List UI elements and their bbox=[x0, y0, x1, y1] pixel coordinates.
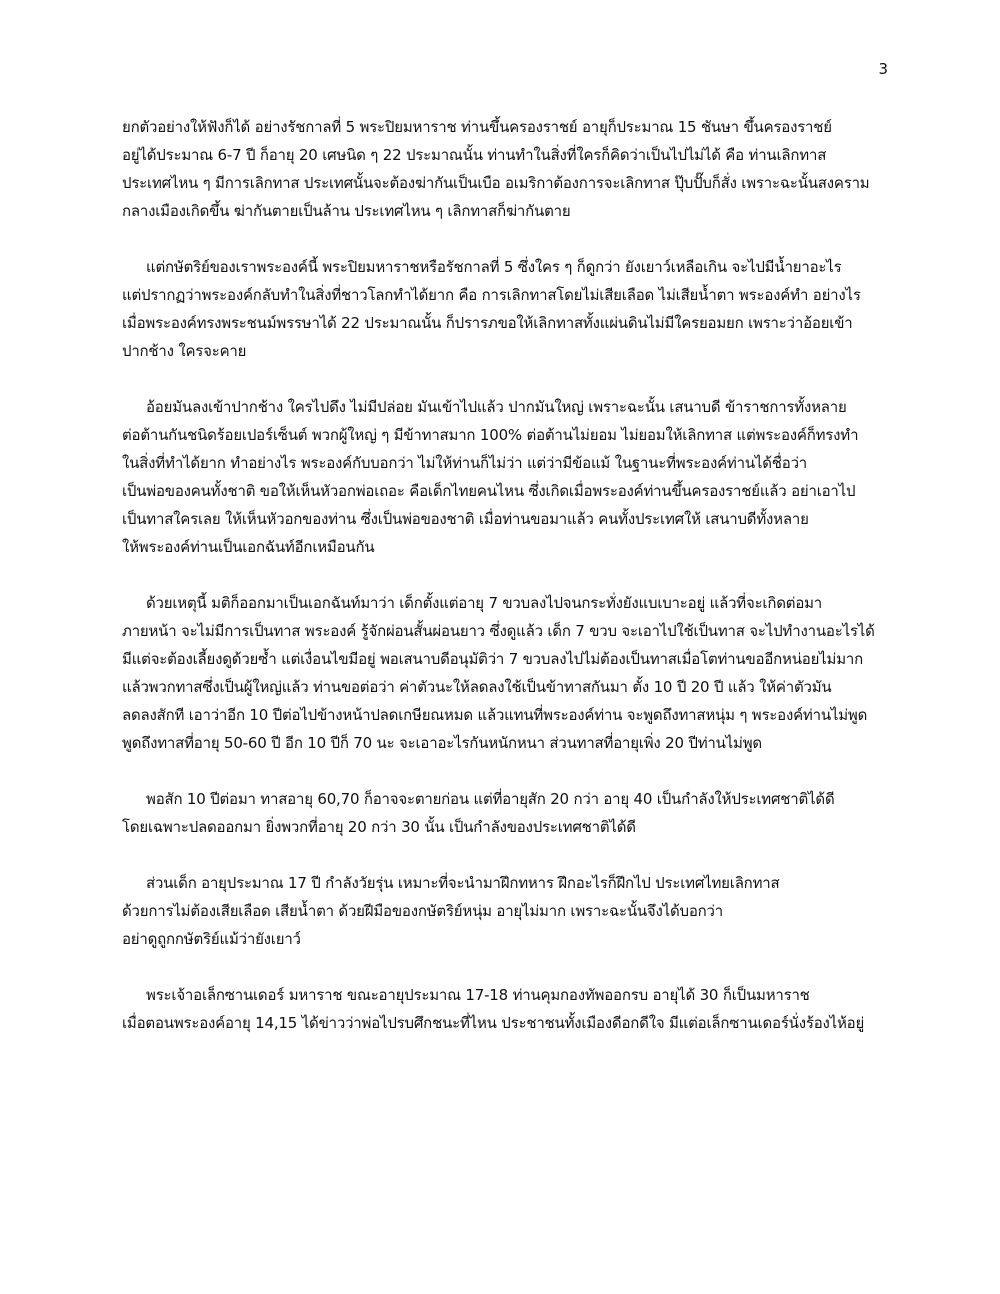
paragraph-5 bbox=[122, 785, 882, 841]
paragraph-6 bbox=[122, 869, 882, 953]
text-line: อย่าดูถูกกษัตริย์แม้ว่ายังเยาว์ bbox=[122, 930, 301, 948]
text-line: ส่วนเด็ก อายุประมาณ 17 ปี กำลังวัยรุ่น เหมาะที่จะนำมาฝึกทหาร ฝึกอะไรก็ฝึกไป ประเทศไทยเลิกทาส bbox=[146, 874, 780, 892]
text-line: พระเจ้าอเล็กซานเดอร์ มหาราช ขณะอายุประมาณ 17-18 ท่านคุมกองทัพออกรบ อายุได้ 30 ก็เป็นมหาราช bbox=[146, 986, 810, 1004]
text-line: ในสิ่งที่ทำได้ยาก ทำอย่างไร พระองค์กับบอกว่า ไม่ให้ท่านก็ไม่ว่า แต่ว่ามีข้อแม้ ในฐานะที่พระองค์ท่านได้ชื่อว่า bbox=[122, 454, 808, 472]
text-line: แล้วพวกทาสซึ่งเป็นผู้ใหญ่แล้ว ท่านขอต่อว่า ค่าตัวนะให้ลดลงใช้เป็นข้าทาสกันมา ตั้ง 10 ปี 20 ปี แล้ว ให้ค่าตัวมัน bbox=[122, 678, 832, 696]
text-line: ภายหน้า จะไม่มีการเป็นทาส พระองค์ รู้จักผ่อนสั้นผ่อนยาว ซึ่งดูแล้ว เด็ก 7 ขวบ จะเอาไปใช้เป็นทาส จะไปทำงานอะไรได้ bbox=[122, 622, 875, 640]
text-line: กลางเมืองเกิดขึ้น ฆ่ากันตายเป็นล้าน ประเทศไหน ๆ เลิกทาสก็ฆ่ากันตาย bbox=[122, 202, 571, 220]
paragraph-gap bbox=[122, 561, 882, 589]
text-line: ลดลงสักที เอาว่าอีก 10 ปีต่อไปข้างหน้าปลดเกษียณหมด แล้วแทนที่พระองค์ท่าน จะพูดถึงทาสหนุ่ม ๆ พระองค์ท่านไม่พูด bbox=[122, 706, 868, 724]
text-line: อ้อยมันลงเข้าปากช้าง ใครไปดึง ไม่มีปล่อย มันเข้าไปแล้ว ปากมันใหญ่ เพราะฉะนั้น เสนาบดี ข้าราชการทั้งหลาย bbox=[146, 398, 847, 416]
paragraph-gap bbox=[122, 953, 882, 981]
text-line: ด้วยเหตุนี้ มติก็ออกมาเป็นเอกฉันท์มาว่า เด็กตั้งแต่อายุ 7 ขวบลงไปจนกระทั่งยังแบเบาะอยู่ แล้วที่จะเกิดต่อมา bbox=[146, 594, 823, 612]
paragraph-3 bbox=[122, 393, 882, 561]
paragraph-gap bbox=[122, 841, 882, 869]
text-line: มีแต่จะต้องเลี้ยงดูด้วยซ้ำ แต่เงื่อนไขมีอยู่ พอเสนาบดีอนุมัติว่า 7 ขวบลงไปไม่ต้องเป็นทาสเมื่อโตท่านขออีกหน่อยไม่มาก bbox=[122, 650, 863, 668]
text-line: ด้วยการไม่ต้องเสียเลือด เสียน้ำตา ด้วยฝีมือของกษัตริย์หนุ่ม อายุไม่มาก เพราะฉะนั้นจึงได้บอกว่า bbox=[122, 902, 723, 920]
paragraph-gap bbox=[122, 225, 882, 253]
paragraph-1 bbox=[122, 113, 882, 225]
text-line: แต่ปรากฏว่าพระองค์กลับทำในสิ่งที่ชาวโลกทำได้ยาก คือ การเลิกทาสโดยไม่เสียเลือด ไม่เสียน้ำตา พระองค์ทำ อย่างไร bbox=[122, 286, 861, 304]
text-line: พอสัก 10 ปีต่อมา ทาสอายุ 60,70 ก็อาจจะตายก่อน แต่ที่อายุสัก 20 กว่า อายุ 40 เป็นกำลังให้ประเทศชาติได้ดี bbox=[146, 790, 835, 808]
text-line: แต่กษัตริย์ของเราพระองค์นี้ พระปิยมหาราชหรือรัชกาลที่ 5 ซึ่งใคร ๆ ก็ดูกว่า ยังเยาว์เหลือเกิน จะไปมีน้ำยาอะไร bbox=[146, 258, 842, 276]
text-line: อยู่ได้ประมาณ 6-7 ปี ก็อายุ 20 เศษนิด ๆ 22 ประมาณนั้น ท่านทำในสิ่งที่ใครก็คิดว่าเป็นไปไม่ได้ คือ ท่านเลิกทาส bbox=[122, 146, 827, 164]
text-line: ให้พระองค์ท่านเป็นเอกฉันท์อีกเหมือนกัน bbox=[122, 538, 375, 556]
paragraph-4 bbox=[122, 589, 882, 757]
text-line: โดยเฉพาะปลดออกมา ยิ่งพวกที่อายุ 20 กว่า 30 นั้น เป็นกำลังของประเทศชาติได้ดี bbox=[122, 818, 636, 836]
paragraph-2 bbox=[122, 253, 882, 365]
text-line: ต่อต้านกันชนิดร้อยเปอร์เซ็นต์ พวกผู้ใหญ่ ๆ มีข้าทาสมาก 100% ต่อต้านไม่ยอม ไม่ยอมให้เลิกทาส แต่พระองค์ก็ทรงทำ bbox=[122, 426, 859, 444]
document-body bbox=[122, 113, 882, 1037]
text-line: ยกตัวอย่างให้ฟังก็ได้ อย่างรัชกาลที่ 5 พระปิยมหาราช ท่านขึ้นครองราชย์ อายุก็ประมาณ 15 ชันษา ขึ้นครองราชย์ bbox=[122, 118, 832, 136]
text-line: ประเทศไหน ๆ มีการเลิกทาส ประเทศนั้นจะต้องฆ่ากันเป็นเบือ อเมริกาต้องการจะเลิกทาส ปุ๊บปั๊บก็สั่ง เพราะฉะนั้นสงคราม bbox=[122, 174, 870, 192]
text-line: เมื่อตอนพระองค์อายุ 14,15 ได้ข่าวว่าพ่อไปรบศึกชนะที่ไหน ประชาชนทั้งเมืองดีอกดีใจ มีแต่อเล็กซานเดอร์นั่งร้องไห้อยู่ bbox=[122, 1014, 865, 1032]
paragraph-7 bbox=[122, 981, 882, 1037]
paragraph-gap bbox=[122, 757, 882, 785]
paragraph-gap bbox=[122, 365, 882, 393]
text-line: เมื่อพระองค์ทรงพระชนม์พรรษาได้ 22 ประมาณนั้น ก็ปรารภขอให้เลิกทาสทั้งแผ่นดินไม่มีใครยอมยก เพราะว่าอ้อยเข้า bbox=[122, 314, 853, 332]
text-line: เป็นทาสใครเลย ให้เห็นหัวอกของท่าน ซึ่งเป็นพ่อของชาติ เมื่อท่านขอมาแล้ว คนทั้งประเทศให้ เสนาบดีทั้งหลาย bbox=[122, 510, 809, 528]
text-line: พูดถึงทาสที่อายุ 50-60 ปี อีก 10 ปีก็ 70 นะ จะเอาอะไรกันหนักหนา ส่วนทาสที่อายุเพิ่ง 20 ปีท่านไม่พูด bbox=[122, 734, 762, 752]
text-line: ปากช้าง ใครจะคาย bbox=[122, 342, 247, 360]
page-number: 3 bbox=[878, 60, 888, 78]
text-line: เป็นพ่อของคนทั้งชาติ ขอให้เห็นหัวอกพ่อเถอะ คือเด็กไทยคนไหน ซึ่งเกิดเมื่อพระองค์ท่านขึ้นครองราชย์แล้ว อย่าเอาไป bbox=[122, 482, 856, 500]
